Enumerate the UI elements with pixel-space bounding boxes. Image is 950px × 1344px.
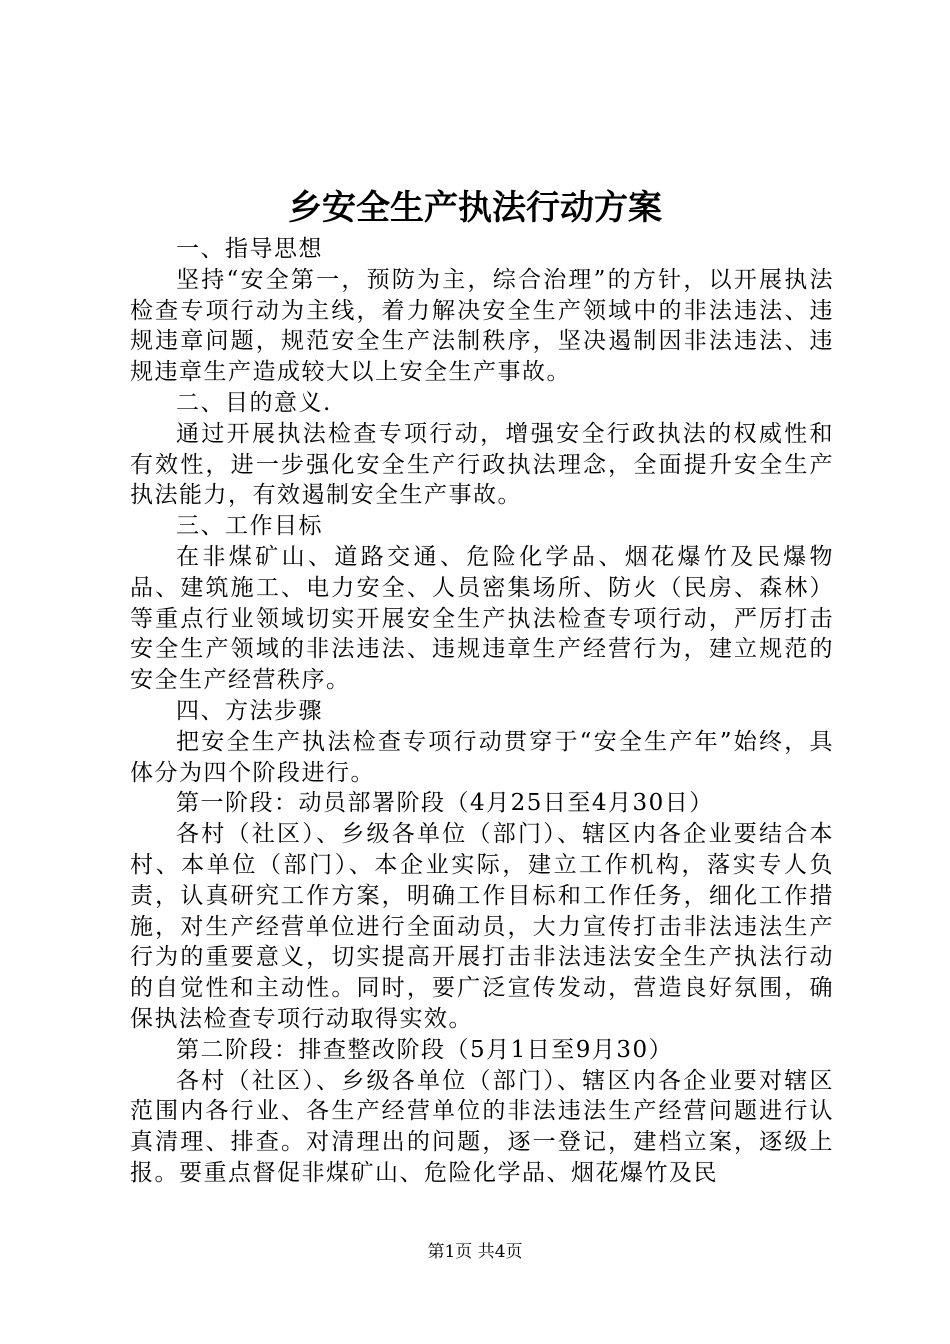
- section-heading-method-steps: 四、方法步骤: [176, 697, 323, 724]
- section-heading-purpose: 二、目的意义.: [176, 389, 332, 416]
- document-title: 乡安全生产执法行动方案: [288, 188, 662, 228]
- paragraph: 各村（社区）、乡级各单位（部门）、辖区内各企业要结合本村、本单位（部门）、本企业实际，建立工作机构，落实专人负责，认真研究工作方案，明确工作目标和工作任务，细化工作措施，对生产经营单位进行全面动员，大力宣传打击非法违法生产行为的重要意义，切实提高开展打击非法违法安全生产执法行动的自觉性和主动性。同时，要广泛宣传发动，营造良好氛围，确保执法检查专项行动取得实效。: [130, 821, 834, 1032]
- document-body: [130, 234, 834, 1189]
- phase-heading-2: 第二阶段：排查整改阶段（5月1日至9月30）: [176, 1036, 674, 1063]
- paragraph: 坚持“安全第一，预防为主，综合治理”的方针，以开展执法检查专项行动为主线，着力解决安全生产领域中的非法违法、违规违章问题，规范安全生产法制秩序，坚决遏制因非法违法、违规违章生产造成较大以上安全生产事故。: [130, 266, 834, 386]
- paragraph: 在非煤矿山、道路交通、危险化学品、烟花爆竹及民爆物品、建筑施工、电力安全、人员密集场所、防火（民房、森林）等重点行业领域切实开展安全生产执法检查专项行动，严厉打击安全生产领域的非法违法、违规违章生产经营行为，建立规范的安全生产经营秩序。: [130, 543, 834, 694]
- phase-heading-1: 第一阶段：动员部署阶段（4月25日至4月30日）: [176, 790, 714, 817]
- paragraph: 各村（社区）、乡级各单位（部门）、辖区内各企业要对辖区范围内各行业、各生产经营单位的非法违法生产经营问题进行认真清理、排查。对清理出的问题，逐一登记，建档立案，逐级上报。要重点督促非煤矿山、危险化学品、烟花爆竹及民: [130, 1067, 834, 1186]
- page-number-footer: 第1页 共4页: [427, 1242, 523, 1262]
- paragraph: 通过开展执法检查专项行动，增强安全行政执法的权威性和有效性，进一步强化安全生产行政执法理念，全面提升安全生产执法能力，有效遏制安全生产事故。: [130, 420, 834, 509]
- section-heading-work-goals: 三、工作目标: [176, 513, 323, 540]
- section-heading-guiding-ideology: 一、指导思想: [176, 236, 323, 262]
- paragraph: 把安全生产执法检查专项行动贯穿于“安全生产年”始终，具体分为四个阶段进行。: [130, 728, 834, 786]
